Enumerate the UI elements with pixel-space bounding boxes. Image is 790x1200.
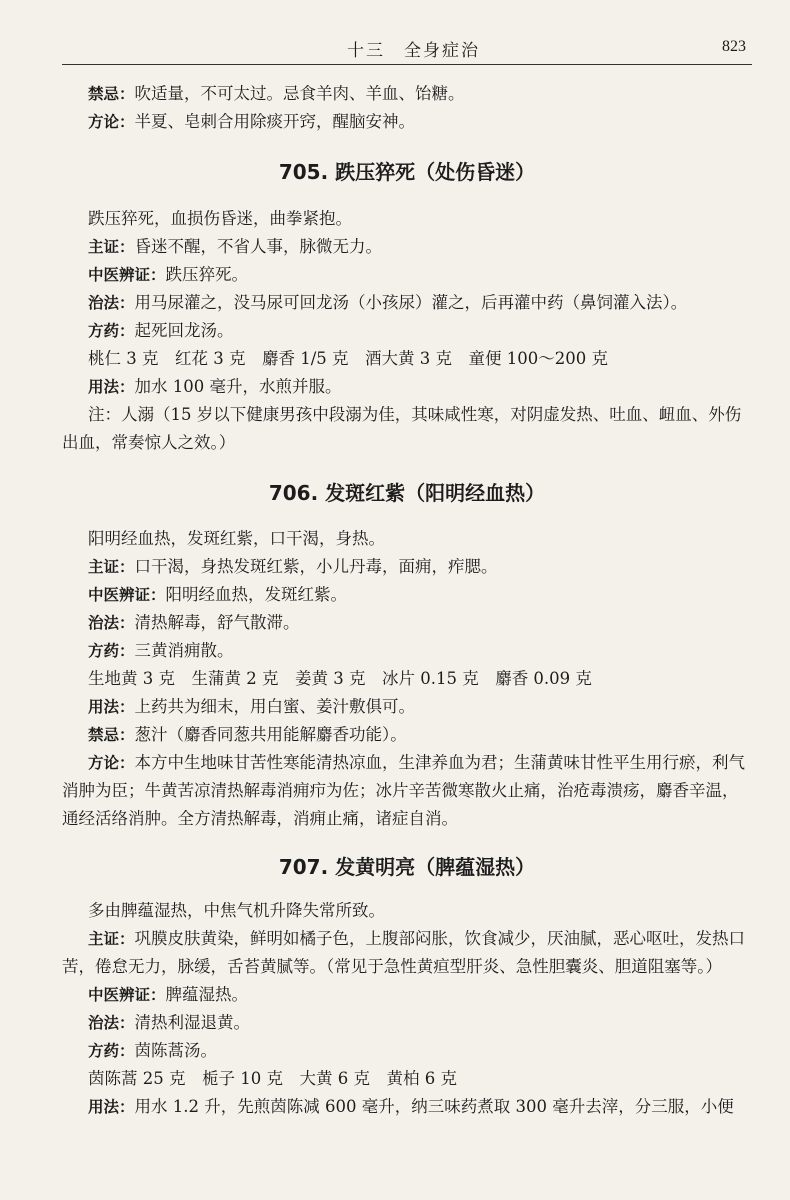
label: 中医辨证： <box>88 586 166 604</box>
s707-zhuzheng <box>62 925 752 981</box>
s706-desc: 阳明经血热，发斑红紫，口干渴，身热。 <box>88 529 385 548</box>
text: 跌压猝死。 <box>165 265 249 284</box>
text: 用马尿灌之，没马尿可回龙汤（小孩尿）灌之，后再灌中药（鼻饲灌入法）。 <box>134 293 688 312</box>
s706-fangyao <box>62 637 752 665</box>
label: 方论： <box>88 113 135 131</box>
label: 用法： <box>88 698 135 716</box>
label: 方药： <box>88 642 135 660</box>
s706-yongfa <box>62 693 752 721</box>
text: 加水 100 毫升，水煎并服。 <box>134 377 342 396</box>
page-number: 823 <box>722 38 746 55</box>
s706-herbs: 生地黄 3 克 生蒲黄 2 克 姜黄 3 克 冰片 0.15 克 麝香 0.09 克 <box>88 669 592 688</box>
page-content <box>62 80 752 1121</box>
section-706-title: 706. 发斑红紫（阳明经血热） <box>268 481 546 505</box>
label: 禁忌： <box>88 726 135 744</box>
label: 主证： <box>88 558 135 576</box>
label: 中医辨证： <box>88 266 166 284</box>
label: 中医辨证： <box>88 986 166 1004</box>
section-707-title: 707. 发黄明亮（脾蕴湿热） <box>278 855 536 879</box>
text: 口干渴，身热发斑红紫，小儿丹毒，面痈，痄腮。 <box>134 557 498 576</box>
s705-desc: 跌压猝死，血损伤昏迷，曲拳紧抱。 <box>88 209 352 228</box>
text: 巩膜皮肤黄染，鲜明如橘子色，上腹部闷胀，饮食减少，厌油腻，恶心呕吐，发热口苦，倦怠无力，脉缓，舌苔黄腻等。（常见于急性黄疸型肝炎、急性胆囊炎、胆道阻塞等。） <box>62 929 746 976</box>
s707-desc: 多由脾蕴湿热，中焦气机升降失常所致。 <box>88 901 385 920</box>
s706-fanglun <box>62 749 752 833</box>
s707-yongfa <box>62 1093 752 1121</box>
s705-yongfa <box>62 373 752 401</box>
s705-zhuzheng <box>62 233 752 261</box>
section-705-title: 705. 跌压猝死（处伤昏迷） <box>278 160 536 184</box>
s706-bianzheng <box>62 581 752 609</box>
text: 半夏、皂刺合用除痰开窍，醒脑安神。 <box>134 112 416 131</box>
text: 脾蕴湿热。 <box>165 985 249 1004</box>
chapter-title: 十三 全身症治 <box>347 41 480 61</box>
s707-herbs: 茵陈蒿 25 克 栀子 10 克 大黄 6 克 黄柏 6 克 <box>88 1069 457 1088</box>
label: 用法： <box>88 1098 135 1116</box>
s706-zhifa <box>62 609 752 637</box>
text: 吹适量，不可太过。忌食羊肉、羊血、饴糖。 <box>134 84 465 103</box>
s706-zhuzheng <box>62 553 752 581</box>
label: 方药： <box>88 322 135 340</box>
intro-jinji <box>62 80 752 108</box>
text: 起死回龙汤。 <box>134 321 234 340</box>
page-header <box>62 30 752 65</box>
s705-bianzheng <box>62 261 752 289</box>
label: 主证： <box>88 930 135 948</box>
s706-jinji <box>62 721 752 749</box>
s705-fangyao <box>62 317 752 345</box>
s707-bianzheng <box>62 981 752 1009</box>
label: 主证： <box>88 238 135 256</box>
label: 治法： <box>88 1014 135 1032</box>
s705-herbs: 桃仁 3 克 红花 3 克 麝香 1/5 克 酒大黄 3 克 童便 100～200 克 <box>88 349 608 368</box>
label: 治法： <box>88 294 135 312</box>
s705-zhifa <box>62 289 752 317</box>
label: 用法： <box>88 378 135 396</box>
text: 本方中生地味甘苦性寒能清热凉血，生津养血为君；生蒲黄味甘性平生用行瘀，利气消肿为臣；牛黄苦凉清热解毒消痈疖为佐；冰片辛苦微寒散火止痛，治疮毒溃疡，麝香辛温，通经活络消肿。全方清热解毒，消痈止痛，诸症自消。 <box>62 753 746 828</box>
s707-zhifa <box>62 1009 752 1037</box>
intro-fanglun <box>62 108 752 136</box>
text: 茵陈蒿汤。 <box>134 1041 218 1060</box>
s707-fangyao <box>62 1037 752 1065</box>
text: 阳明经血热，发斑红紫。 <box>165 585 348 604</box>
text: 清热利湿退黄。 <box>134 1013 251 1032</box>
label: 方药： <box>88 1042 135 1060</box>
text: 用水 1.2 升，先煎茵陈减 600 毫升，纳三味药煮取 300 毫升去滓，分三服，小便 <box>134 1097 734 1116</box>
text: 葱汁（麝香同葱共用能解麝香功能）。 <box>134 725 407 744</box>
label: 禁忌： <box>88 85 135 103</box>
text: 三黄消痈散。 <box>134 641 234 660</box>
text: 昏迷不醒，不省人事，脉微无力。 <box>134 237 383 256</box>
label: 方论： <box>88 754 135 772</box>
text: 上药共为细末，用白蜜、姜汁敷俱可。 <box>134 697 416 716</box>
label: 治法： <box>88 614 135 632</box>
s705-note: 注：人溺（15 岁以下健康男孩中段溺为佳，其味咸性寒，对阴虚发热、吐血、衄血、外伤出血，常奏惊人之效。） <box>62 405 742 452</box>
text: 清热解毒，舒气散滞。 <box>134 613 300 632</box>
